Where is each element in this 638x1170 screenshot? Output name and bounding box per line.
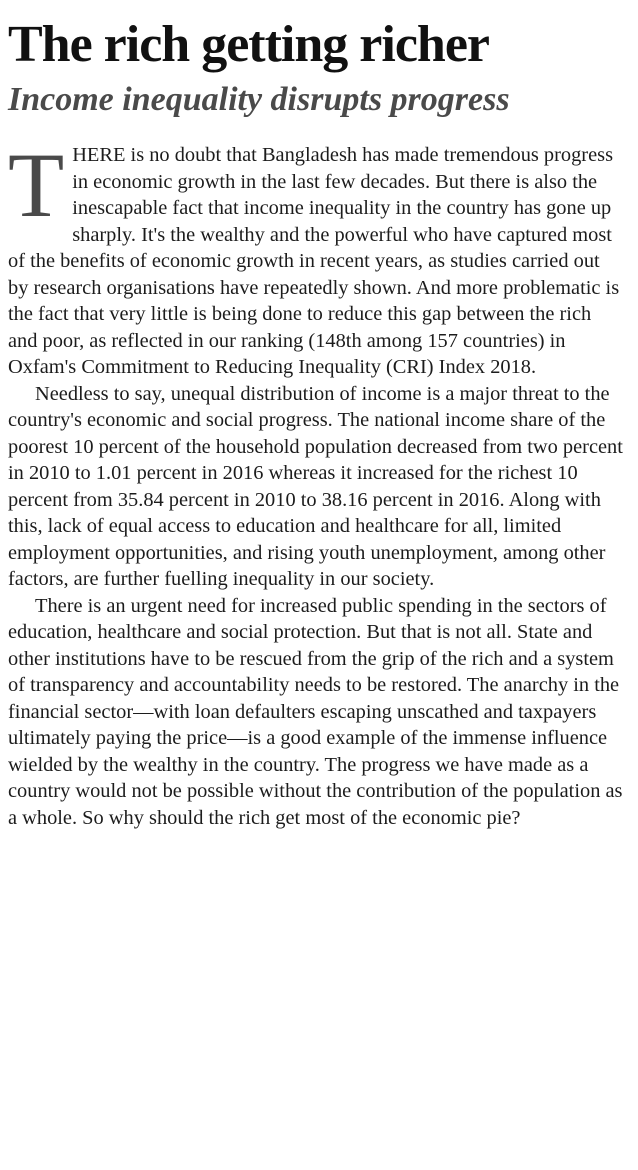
paragraph-1-text: HERE is no doubt that Bangladesh has made tremendous progress in economic growth in the last few decades. But there is also the inescapable fact that income inequality in the country has gone up sharply. It's the wealthy and the powerful who have captured most of the benefits of economic growth in recent years, as studies carried out by research organisations have repeatedly shown. And more problematic is the fact that very little is being done to reduce this gap between the rich and poor, as reflected in our ranking (148th among 157 countries) in Oxfam's Commitment to Reducing Inequality (CRI) Index 2018. bbox=[8, 144, 620, 378]
paragraph-1 bbox=[8, 134, 624, 381]
drop-cap: T bbox=[8, 134, 65, 236]
subhead: Income inequality disrupts progress bbox=[8, 81, 510, 118]
article-body bbox=[8, 134, 624, 831]
paragraph-2: Needless to say, unequal distribution of income is a major threat to the country's economic and social progress. The national income share of the poorest 10 percent of the household population decreased from two percent in 2010 to 1.01 percent in 2016 whereas it increased for the richest 10 percent from 35.84 percent in 2010 to 38.16 percent in 2016. Along with this, lack of equal access to education and healthcare for all, limited employment opportunities, and rising youth unemployment, among other factors, are further fuelling inequality in our society. bbox=[8, 382, 623, 590]
paragraph-3: There is an urgent need for increased public spending in the sectors of education, healthcare and social protection. But that is not all. State and other institutions have to be rescued from the grip of the rich and a system of transparency and accountability needs to be restored. The anarchy in the financial sector—with loan defaulters escaping unscathed and taxpayers ultimately paying the price—is a good example of the immense influence wielded by the wealthy in the country. The progress we have made as a country would not be possible without the contribution of the population as a whole. So why should the rich get most of the economic pie? bbox=[8, 594, 623, 829]
headline: The rich getting richer bbox=[8, 16, 489, 73]
